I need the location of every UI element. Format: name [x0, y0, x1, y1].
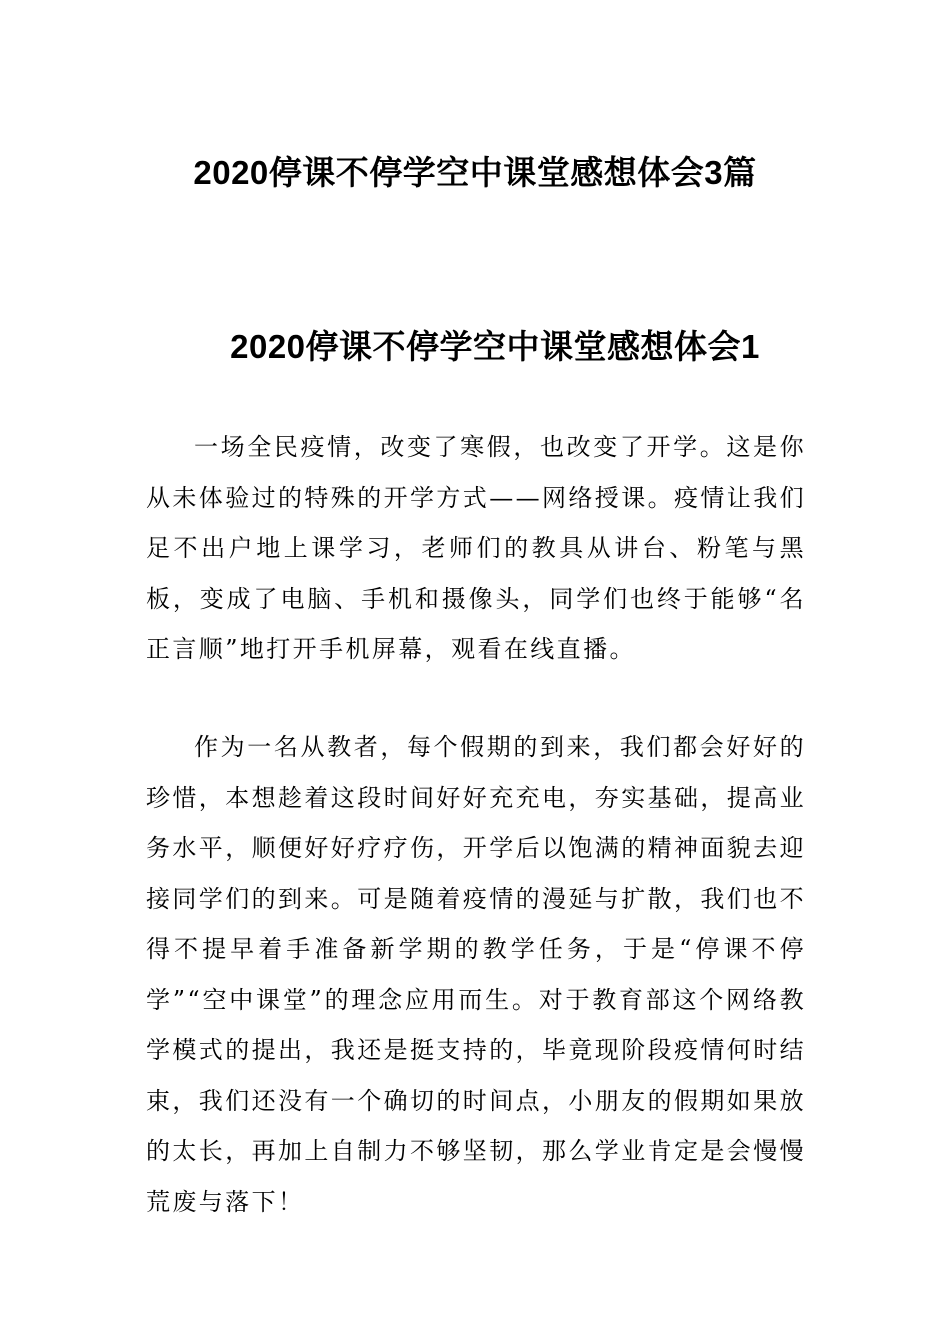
document-title: 2020停课不停学空中课堂感想体会3篇: [193, 154, 757, 191]
body-paragraph-1: 一场全民疫情，改变了寒假，也改变了开学。这是你从未体验过的特殊的开学方式——网络授课。疫情让我们足不出户地上课学习，老师们的教具从讲台、粉笔与黑板，变成了电脑、手机和摄像头，同学们也终于能够“名正言顺”地打开手机屏幕，观看在线直播。: [146, 433, 806, 663]
section-title: 2020停课不停学空中课堂感想体会1: [230, 328, 760, 365]
body-paragraph-2: 作为一名从教者，每个假期的到来，我们都会好好的珍惜，本想趁着这段时间好好充充电，夯实基础，提高业务水平，顺便好好疗疗伤，开学后以饱满的精神面貌去迎接同学们的到来。可是随着疫情的漫延与扩散，我们也不得不提早着手准备新学期的教学任务，于是“停课不停学”“空中课堂”的理念应用而生。对于教育部这个网络教学模式的提出，我还是挺支持的，毕竟现阶段疫情何时结束，我们还没有一个确切的时间点，小朋友的假期如果放的太长，再加上自制力不够坚韧，那么学业肯定是会慢慢荒废与落下！: [146, 733, 806, 1216]
